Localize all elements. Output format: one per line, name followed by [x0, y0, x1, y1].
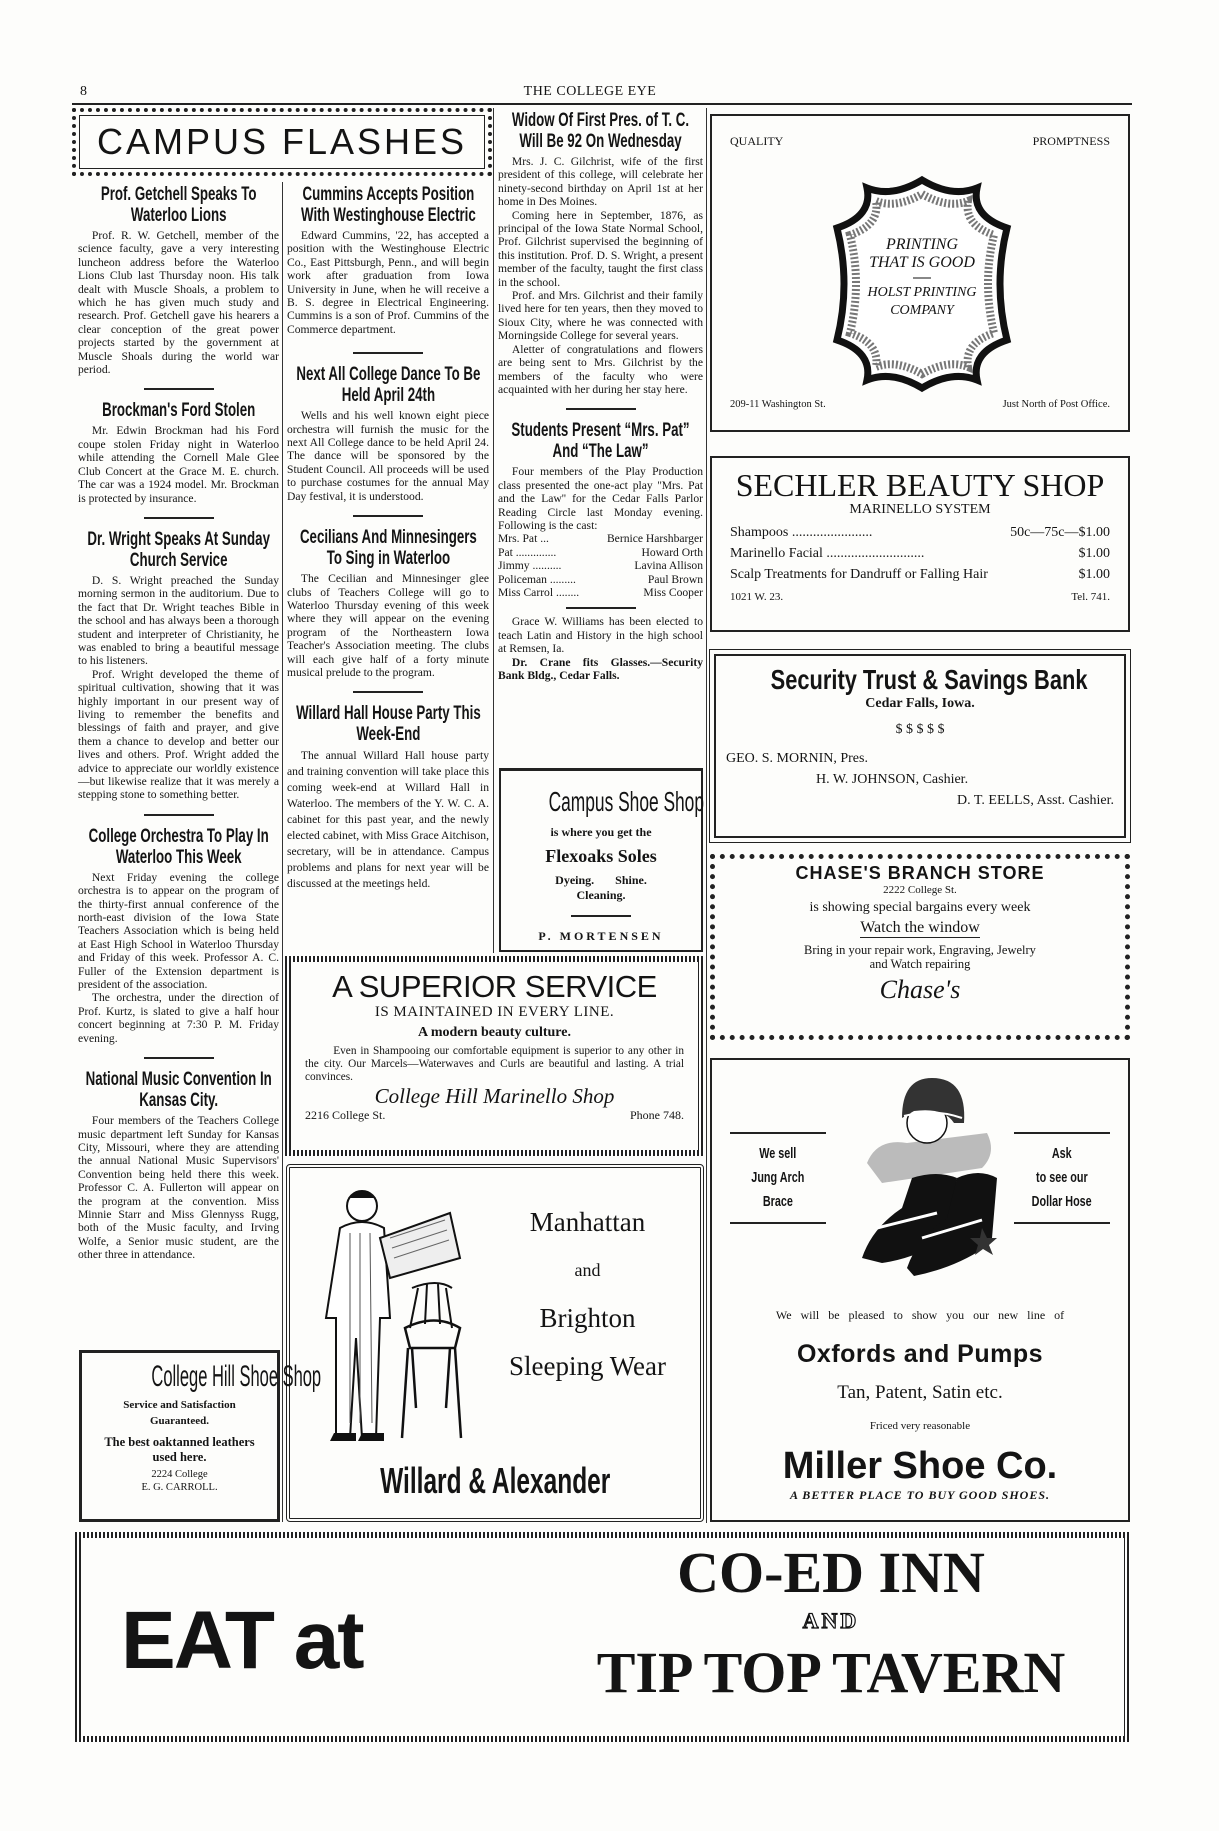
officer: H. W. JOHNSON, Cashier.	[816, 772, 969, 787]
divider	[566, 607, 636, 609]
paragraph: The orchestra, under the direction of Prof. Kurtz, is slated to give a half hour concert beginning at 7:30 P. M. Friday evening.	[78, 991, 279, 1045]
divider	[571, 915, 631, 917]
actor: Bernice Harshbarger	[606, 532, 703, 546]
address: 1021 W. 23.	[730, 591, 784, 603]
paragraph: Coming here in September, 1876, as principal of the Iowa State Normal School, Prof. Gilchrist supervised the beginning of this institution. Prof. D. S. Wright, a present member of the faculty, taught the first class in the school.	[498, 208, 703, 289]
headline	[287, 184, 489, 226]
ad-product-lines	[475, 1198, 700, 1390]
divider	[144, 388, 214, 390]
company-name: COMPANY	[890, 303, 954, 318]
ad-text: is showing special bargains every week	[809, 900, 1031, 915]
headline	[287, 527, 489, 569]
role: Policeman .........	[498, 572, 576, 586]
headline	[78, 1069, 279, 1111]
headline-line: Held April 24th	[341, 385, 435, 407]
headline-line: Will Be 92 On Wednesday	[519, 131, 682, 152]
actor: Lavina Allison	[634, 559, 703, 573]
ad-marinello-shop	[285, 956, 704, 1156]
ad-text: Brace	[762, 1193, 794, 1210]
product-line: Manhattan	[529, 1207, 646, 1237]
price: 50c—75c—$1.00	[1010, 525, 1110, 540]
and-text: AND	[802, 1608, 860, 1633]
column-rule	[706, 108, 707, 1523]
ad-college-hill-shoe-shop	[79, 1350, 322, 1522]
price: $1.00	[1078, 567, 1110, 582]
article-students	[498, 420, 703, 599]
section-title-box	[72, 108, 492, 176]
divider	[353, 691, 423, 693]
ad-callout: Watch the window	[860, 919, 980, 936]
service: Marinello Facial ............................	[730, 546, 925, 561]
ad-text: is where you get the	[550, 825, 652, 839]
headline-line: Next All College Dance To Be	[295, 364, 481, 386]
headline	[498, 110, 703, 152]
officer: D. T. EELLS, Asst. Cashier.	[957, 793, 1114, 808]
store-signature: Chase's	[879, 975, 961, 1004]
owner-name: P. MORTENSEN	[538, 929, 664, 943]
product-name: Flexoaks Soles	[545, 846, 657, 866]
headline-line: And “The Law”	[552, 441, 649, 463]
headline-line: Week-End	[355, 724, 421, 746]
paragraph: Prof. R. W. Getchell, member of the science faculty, gave a very interesting luncheon address before the Waterloo Lions Club last Thursday noon. His talk dealt with Muscle Shoals, a problem to which he has given much study and research. Prof. Getchell gave his hearers a clear conception of the great power projects started by the government at Muscle Shoals during the world war period.	[78, 229, 279, 377]
headline-line: Willard Hall House Party This	[295, 703, 481, 725]
headline	[78, 400, 279, 421]
ad-text: Ask	[1052, 1145, 1072, 1162]
headline-line: Waterloo This Week	[115, 846, 242, 868]
paragraph: D. S. Wright preached the Sunday morning sermon in the auditorium. Due to the fact that Dr. Wright teaches Bible in the school and has always been a thorough student and interpreter of Christianity, he was enabled to bring a beautiful message to his listeners.	[78, 573, 279, 668]
side-note-left	[730, 1132, 826, 1224]
ad-coed-inn	[75, 1532, 1130, 1742]
role: Mrs. Pat ...	[498, 532, 549, 546]
article-getchell	[78, 184, 279, 376]
divider	[353, 352, 423, 354]
price-row	[730, 564, 1110, 585]
cast-list	[498, 532, 703, 599]
paragraph: Next Friday evening the college orchestra is to appear on the program of the thirty-first annual conference of the north-east division of the Iowa State Teachers Association which is being held at East High School in Waterloo Thursday and Friday of this week. Professor A. C. Fuller of the Extension department is president of the association.	[78, 870, 279, 992]
ad-headline: A SUPERIOR SERVICE	[332, 969, 657, 1004]
store-name: Miller Shoe Co.	[782, 1445, 1058, 1487]
ad-text: PRINTING	[886, 236, 958, 253]
ad-intro: We will be pleased to show you our new line of	[775, 1308, 1065, 1322]
column-rule	[493, 108, 494, 953]
column-rule	[282, 182, 283, 1522]
officer: GEO. S. MORNIN, Pres.	[726, 751, 868, 766]
paragraph: The Cecilian and Minnesinger glee clubs of Teachers College will go to Waterloo Thursday evening of this week where they will appear on the evening program of the Northeastern Iowa Teacher's Association meeting. The clubs will each give half of a forty minute musical prelude to the program.	[287, 572, 489, 679]
bank-name: Security Trust & Savings Bank	[770, 664, 1088, 695]
location: Just North of Post Office.	[1002, 399, 1110, 410]
slogan-left: QUALITY	[730, 134, 784, 148]
divider	[913, 277, 931, 279]
service: Scalp Treatments for Dandruff or Falling Hair	[730, 567, 988, 582]
shop-name: SECHLER BEAUTY SHOP	[735, 467, 1105, 503]
divider	[566, 408, 636, 410]
headline-line: Brockman's Ford Stolen	[101, 400, 256, 422]
cast-row	[498, 546, 703, 559]
cast-row	[498, 573, 703, 586]
divider	[144, 517, 214, 519]
product-name: Oxfords and Pumps	[796, 1340, 1044, 1368]
column-2	[287, 180, 489, 892]
headline-line: Kansas City.	[139, 1090, 218, 1112]
price-row	[730, 522, 1110, 543]
column-1	[78, 180, 279, 1262]
cast-row	[498, 586, 703, 599]
ad-text: Guaranteed.	[150, 1415, 209, 1427]
article-cecilians	[287, 527, 489, 679]
materials: Tan, Patent, Satin etc.	[837, 1382, 1003, 1403]
ad-text: Bring in your repair work, Engraving, Jewelry	[804, 943, 1036, 957]
ad-chases-branch-store	[710, 854, 1130, 1040]
headline-line: Cummins Accepts Position	[302, 184, 474, 205]
ad-tagline: A modern beauty culture.	[418, 1025, 571, 1040]
paragraph: Edward Cummins, '22, has accepted a position with the Westinghouse Electric Co., East Pittsburgh, Penn., and will begin work after graduation from Iowa University in June, when he will receive a B. S. degree in Electrical Engineering. Cummins is a son of Prof. Cummins of the Commerce department.	[287, 229, 489, 336]
owner-name: E. G. CARROLL.	[141, 1482, 218, 1493]
ad-miller-shoe-co	[710, 1058, 1130, 1522]
ad-text: We sell	[759, 1145, 797, 1162]
service: Dyeing.	[555, 873, 595, 887]
tavern-name: TIP TOP TAVERN	[596, 1640, 1066, 1705]
company-name: HOLST PRINTING	[867, 285, 977, 300]
headline-line: Waterloo Lions	[130, 205, 227, 226]
ad-text: Dollar Hose	[1031, 1193, 1093, 1210]
phone: Tel. 741.	[1071, 591, 1110, 603]
headline	[287, 364, 489, 406]
headline-line: With Westinghouse Electric	[300, 205, 476, 226]
ad-subheadline: MARINELLO SYSTEM	[849, 502, 991, 517]
cast-row	[498, 532, 703, 545]
article-willard	[287, 703, 489, 892]
ad-subheadline: IS MAINTAINED IN EVERY LINE.	[374, 1004, 615, 1020]
headline	[78, 529, 279, 571]
header-rule	[72, 103, 1132, 105]
ad-willard-alexander	[286, 1164, 704, 1522]
notice-dr-crane: Dr. Crane fits Glasses.—Security Bank Bldg., Cedar Falls.	[498, 655, 703, 682]
paragraph: Four members of the Teachers College music department left Sunday for Kansas City, Missouri, where they are attending the annual National Music Supervisors' Convention being held there this week. Professor C. A. Fullerton will appear on the program at the convention. Miss Minnie Starr and Miss Glennyss Rugg, both of the Music faculty, and Irving Wolfe, a Senior music student, are the other three in attendance.	[78, 1114, 279, 1262]
store-name: CHASE'S BRANCH STORE	[795, 863, 1045, 883]
headline	[498, 420, 703, 462]
headline-line: Dr. Wright Speaks At Sunday	[87, 528, 270, 550]
price-row	[730, 543, 1110, 564]
dollar-signs: $ $ $ $ $	[895, 722, 945, 737]
ad-security-trust-bank	[714, 654, 1126, 838]
paragraph: The annual Willard Hall house party and training convention will take place this coming week-end at Willard Hall in Waterloo. The members of the Y. W. C. A. cabinet for this past year, and the newly elected cabinet, with Miss Grace Aitchison, secretary, will be in attendance. Campus problems and plans for next year will be discussed at the meetings held.	[287, 749, 489, 891]
actor: Paul Brown	[647, 572, 703, 586]
article-widow	[498, 110, 703, 396]
actor: Howard Orth	[641, 545, 703, 559]
page-number: 8	[80, 84, 87, 99]
headline-line: To Sing in Waterloo	[326, 548, 450, 570]
ad-text: THAT IS GOOD	[869, 254, 975, 271]
shop-name: College Hill Marinello Shop	[374, 1084, 615, 1108]
headline-line: College Orchestra To Play In	[88, 825, 269, 847]
service: Shine.	[615, 873, 647, 887]
article-orchestra	[78, 826, 279, 1045]
man-reading-newspaper-illustration	[300, 1178, 470, 1448]
section-title: CAMPUS FLASHES	[96, 121, 468, 162]
side-note-right	[1014, 1132, 1110, 1224]
headline-line: Cecilians And Minnesingers	[299, 527, 477, 549]
news-note-williams: Grace W. Williams has been elected to teach Latin and History in the high school at Remsen, Ia.	[498, 615, 703, 656]
address: 2222 College St.	[883, 884, 957, 896]
shop-name: College Hill Shoe Shop	[151, 1360, 322, 1393]
headline-line: Church Service	[129, 549, 228, 571]
newspaper-title: THE COLLEGE EYE	[523, 84, 657, 99]
role: Jimmy ..........	[498, 559, 562, 573]
restaurant-name: CO-ED INN	[677, 1540, 985, 1605]
ad-text: used here.	[152, 1450, 207, 1464]
product-line: and	[574, 1260, 601, 1280]
ad-text: Jung Arch	[751, 1169, 805, 1186]
headline-line: Students Present “Mrs. Pat”	[511, 420, 690, 442]
divider	[353, 515, 423, 517]
frame-text	[822, 236, 1022, 320]
eat-at-text: EAT at	[121, 1595, 363, 1686]
headline-line: National Music Convention In	[85, 1069, 272, 1091]
paragraph: Aletter of congratulations and flowers are being sent to Mrs. Gilchrist by the members of the faculty who were acquainted with her during her stay here.	[498, 342, 703, 396]
article-wright	[78, 529, 279, 802]
headline	[287, 703, 489, 745]
address: 2224 College	[151, 1469, 208, 1480]
paragraph: Mr. Edwin Brockman had his Ford coupe stolen Friday night in Waterloo while attending the Cornell Male Glee Club Concert at the Grace M. E. church. The car was a 1924 model. Mr. Brockman is protected by insurance.	[78, 424, 279, 505]
ad-text: The best oaktanned leathers	[104, 1435, 255, 1449]
article-brockman	[78, 400, 279, 504]
paragraph: Mrs. J. C. Gilchrist, wife of the first president of this college, will celebrate her ninety-second birthday on April 1st at her home in Des Moines.	[498, 155, 703, 209]
headline-line: Widow Of First Pres. of T. C.	[511, 110, 690, 131]
product-line: Brighton	[539, 1303, 636, 1333]
paragraph: Wells and his well known eight piece orchestra will furnish the music for the next All College dance to be held April 24. The dance will be sponsored by the Student Council. All proceeds will be used to purchase costumes for the annual May Day festival, it is understood.	[287, 409, 489, 503]
ad-text: Service and Satisfaction	[123, 1399, 236, 1411]
ad-campus-shoe-shop	[499, 768, 703, 952]
divider	[144, 1057, 214, 1059]
ad-text: and Watch repairing	[869, 957, 971, 971]
address: 209-11 Washington St.	[730, 399, 826, 410]
paragraph: Prof. Wright developed the theme of spiritual cultivation, showing that it was highly important in our present way of living to remember the benefits and blessings of faith and prayer, and give them a chance to develop and better our lives and others. Prof. Wright added the advice to appreciate our worldly existence—but likewise realize that it was merely a stepping stone to something better.	[78, 667, 279, 802]
ad-text: to see our	[1036, 1169, 1088, 1186]
phone: Phone 748.	[630, 1108, 684, 1122]
service: Cleaning.	[576, 888, 626, 902]
service: Shampoos .......................	[730, 525, 873, 540]
headline-line: Prof. Getchell Speaks To	[100, 184, 257, 205]
paragraph: Prof. and Mrs. Gilchrist and their family lived here for ten years, then they moved to Sioux City, where he was connected with Morningside College for several years.	[498, 289, 703, 343]
address: 2216 College St.	[305, 1108, 386, 1122]
article-cummins	[287, 184, 489, 336]
headline	[78, 826, 279, 868]
cast-row	[498, 559, 703, 572]
ad-sechler-beauty-shop	[710, 456, 1130, 632]
ad-holst-printing	[710, 114, 1130, 432]
actor: Miss Cooper	[643, 585, 703, 599]
store-slogan: A BETTER PLACE TO BUY GOOD SHOES.	[789, 1488, 1051, 1502]
store-name: Willard & Alexander	[379, 1460, 611, 1501]
price: $1.00	[1078, 546, 1110, 561]
woman-and-shoes-illustration	[832, 1068, 1012, 1293]
role: Miss Carrol ........	[498, 585, 580, 599]
article-music-convention	[78, 1069, 279, 1261]
slogan-right: PROMPTNESS	[1032, 134, 1110, 148]
shop-name: Campus Shoe Shop	[548, 786, 704, 817]
divider	[144, 814, 214, 816]
paragraph: Four members of the Play Production class presented the one-act play ''Mrs. Pat and the Law'' for the Cedar Falls Parlor Reading Circle last Monday evening. Following is the cast:	[498, 465, 703, 532]
headline	[78, 184, 279, 226]
city: Cedar Falls, Iowa.	[865, 696, 975, 711]
product-line: Sleeping Wear	[508, 1351, 667, 1381]
column-3	[498, 106, 703, 682]
role: Pat ..............	[498, 545, 557, 559]
price-note: Friced very reasonable	[869, 1420, 971, 1432]
ad-body: Even in Shampooing our comfortable equipment is superior to any other in the city. Our Marcels—Waterwaves and Curls are beautiful and lasting. A trial convinces.	[305, 1045, 684, 1083]
article-dance	[287, 364, 489, 503]
